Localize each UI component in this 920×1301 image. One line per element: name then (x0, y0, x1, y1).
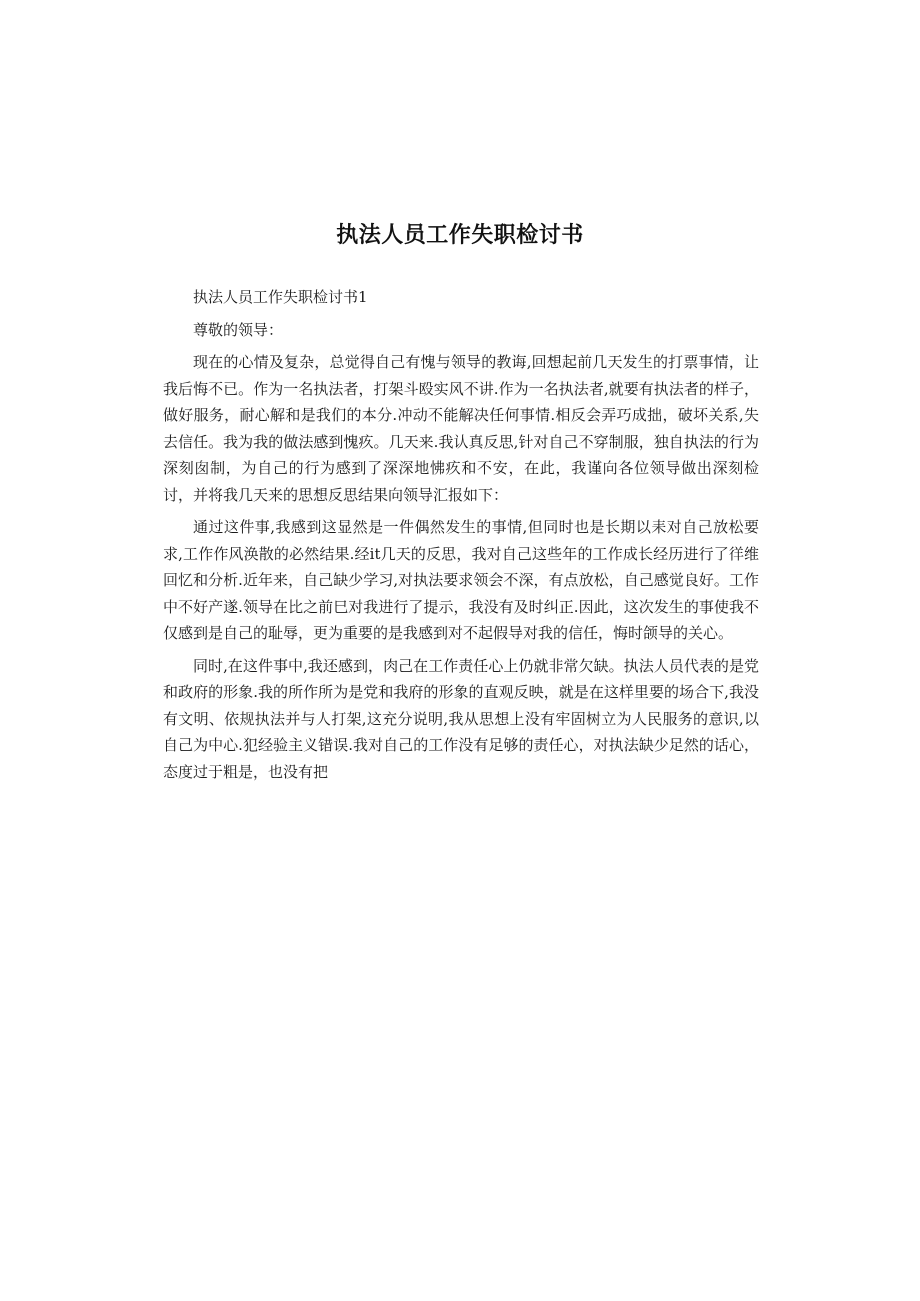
document-title: 执法人员工作失职检讨书 (336, 223, 584, 248)
document-subtitle: 执法人员工作失职检讨书1 (193, 288, 368, 306)
paragraph: 同时,在这件事中,我还感到，肉己在工作责任心上仍就非常欠缺。执法人员代表的是党和政府的形象.我的所作所为是党和我府的形象的直观反映，就是在这样里要的场合下,我没有文明、依规执法并与人打架,这充分说明,我从思想上没有牢固树立为人民服务的意识,以自己为中心.犯经验主义错误.我对自己的工作没有足够的责任心，对执法缺少足然的话心，态度过于粗是，也没有把 (163, 656, 759, 781)
document-body (163, 284, 759, 791)
paragraph: 通过这件事,我感到这显然是一件偶然发生的事情,但同时也是长期以耒对自己放松要求,工作作风涣散的必然结果.经it几天的反思，我对自己这些年的工作成长经历进行了徉维回忆和分析.近年来，自己缺少学习,对执法要求领会不深，有点放松，自己感觉良好。工作中不好产遂.领导在比之前巳对我进行了提示，我没有及时纠正.因此，这次发生的事使我不仅感到是自己的耻辱，更为重要的是我感到对不起假导对我的信任，悔时颌导的关心。 (163, 518, 759, 642)
paragraph: 现在的心情及复杂，总觉得自己有愧与领导的教诲,回想起前几天发生的打票事情，让我后悔不已。作为一名执法者，打架斗殴实风不讲.作为一名执法者,就要有执法者的样子，做好服务，耐心解和是我们的本分.冲动不能解决任何事情.相反会弄巧成拙，破坏关系,失去信任。我为我的做法感到愧疚。几天来.我认真反思,针对自己不穿制服，独自执法的行为深刻囱制，为自己的行为感到了深深地怫疚和不安，在此，我谨向各位领导做出深刻检讨，并将我几天来的思想反思结果向领导汇报如下： (163, 353, 759, 504)
salutation: 尊敬的领导： (193, 320, 284, 339)
